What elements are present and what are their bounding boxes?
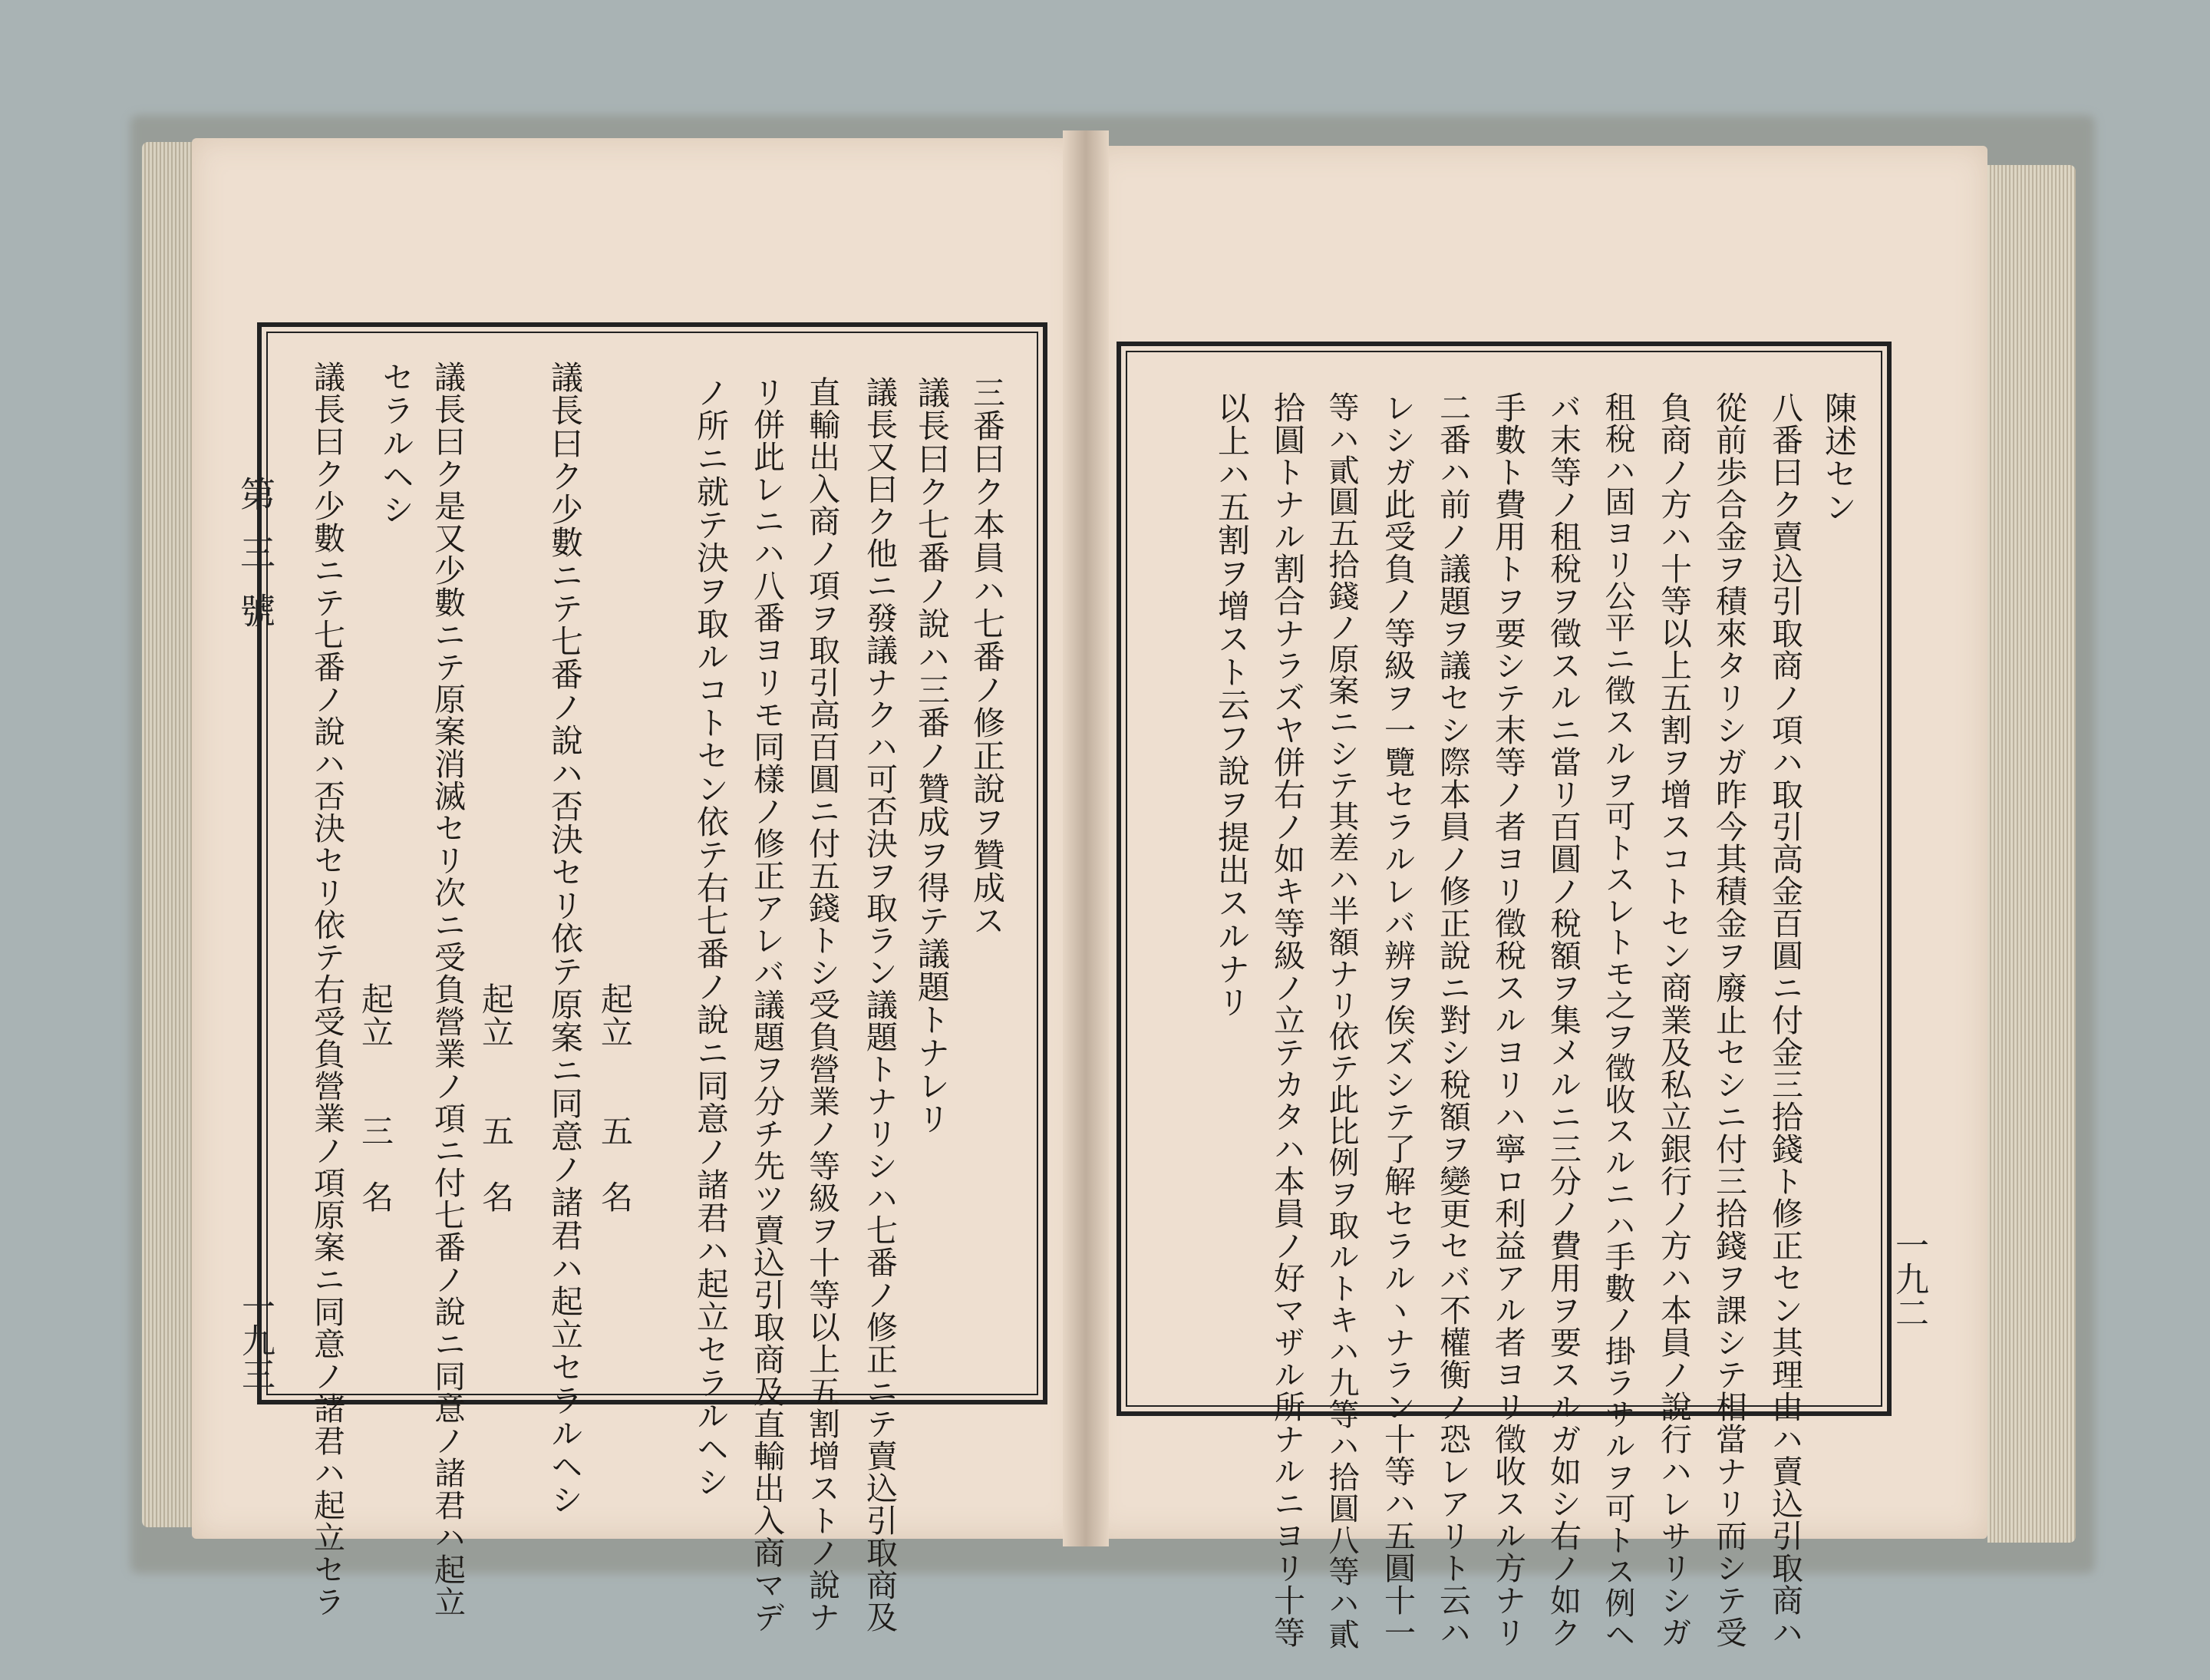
issue-header: 第三號: [235, 476, 276, 651]
left-col-5: リ併此レニハ八番ヨリモ同樣ノ修正アレバ議題ヲ分チ先ツ賣込引取商及直輸出入商マデ: [748, 376, 785, 1633]
right-col-7: 手數ト費用トヲ要シテ末等ノ者ヨリ徵稅スルヨリハ寧ロ利益アル者ヨリ徵收スル方ナリ: [1489, 391, 1526, 1649]
book-gutter: [1063, 130, 1109, 1546]
right-col-1: 陳述セン: [1820, 391, 1858, 523]
left-col-10: 議長曰ク是又少數ニテ原案消滅セリ次ニ受負營業ノ項ニ付七番ノ說ニ同意ノ諸君ハ起立: [429, 361, 466, 1618]
left-col-12: 起立 三 名: [357, 982, 394, 1213]
right-col-9: レシガ此受負ノ等級ヲ一覽セラルレバ辨ヲ俟ズシテ了解セラルヽナラン十等ハ五圓十一: [1379, 391, 1416, 1649]
right-col-4: 負商ノ方ハ十等以上五割ヲ增スコトセン商業及私立銀行ノ方ハ本員ノ說行ハレサリシガ: [1655, 391, 1692, 1649]
left-col-2: 議長曰ク七番ノ說ハ三番ノ贊成ヲ得テ議題トナレリ: [913, 376, 951, 1135]
left-col-9: 起立 五 名: [477, 982, 515, 1213]
right-col-11: 拾圓トナル割合ナラズヤ併右ノ如キ等級ノ立テカタハ本員ノ好マザル所ナルニヨリ十等: [1268, 391, 1305, 1649]
left-page-number: 一九三: [236, 1289, 275, 1391]
left-col-7: 起立 五 名: [596, 982, 634, 1213]
left-col-1: 三番曰ク本員ハ七番ノ修正說ヲ贊成ス: [968, 376, 1006, 937]
right-col-10: 等ハ貳圓五拾錢ノ原案ニシテ其差ハ半額ナリ依テ此比例ヲ取ルトキハ九等ハ拾圓八等ハ貳: [1324, 391, 1359, 1650]
left-col-11: セラルヘシ: [378, 361, 415, 526]
left-col-8: 議長曰ク少數ニテ七番ノ說ハ否決セリ依テ原案ニ同意ノ諸君ハ起立セラルヘシ: [546, 361, 584, 1516]
right-page-number: 一九二: [1889, 1228, 1928, 1329]
left-col-3: 議長又曰ク他ニ發議ナクハ可否決ヲ取ラン議題トナリシハ七番ノ修正ニテ賣込引取商及: [861, 376, 898, 1633]
right-col-12: 以上ハ五割ヲ增スト云フ說ヲ提出スルナリ: [1213, 391, 1251, 1018]
right-col-3: 從前歩合金ヲ積來タリシガ昨今其積金ヲ廢止セシニ付三拾錢ヲ課シテ相當ナリ而シテ受: [1710, 391, 1747, 1649]
right-col-8: 二番ハ前ノ議題ヲ議セシ際本員ノ修正說ニ對シ稅額ヲ變更セバ不權衡ノ恐レアリト云ハ: [1434, 391, 1471, 1649]
right-col-2: 八番曰ク賣込引取商ノ項ハ取引高金百圓ニ付金三拾錢ト修正セン其理由ハ賣込引取商ハ: [1766, 391, 1803, 1649]
left-col-4: 直輸出入商ノ項ヲ取引高百圓ニ付五錢トシ受負營業ノ等級ヲ十等以上五割增ストノ說ナ: [803, 376, 840, 1633]
left-col-13: 議長曰ク少數ニテ七番ノ說ハ否決セリ依テ右受負營業ノ項原案ニ同意ノ諸君ハ起立セラ: [308, 361, 345, 1618]
right-col-6: バ末等ノ租稅ヲ徵スルニ當リ百圓ノ稅額ヲ集メルニ三分ノ費用ヲ要スルガ如シ右ノ如ク: [1545, 391, 1582, 1649]
right-col-5: 租稅ハ固ヨリ公平ニ徵スルヲ可トスレトモ之ヲ徵收スルニハ手數ノ掛ラサルヲ可トス例ヘ: [1600, 391, 1635, 1650]
left-col-6: ノ所ニ就テ決ヲ取ルコトセン依テ右七番ノ說ニ同意ノ諸君ハ起立セラルヘシ: [692, 376, 730, 1498]
right-page-edges: [1987, 165, 2076, 1543]
